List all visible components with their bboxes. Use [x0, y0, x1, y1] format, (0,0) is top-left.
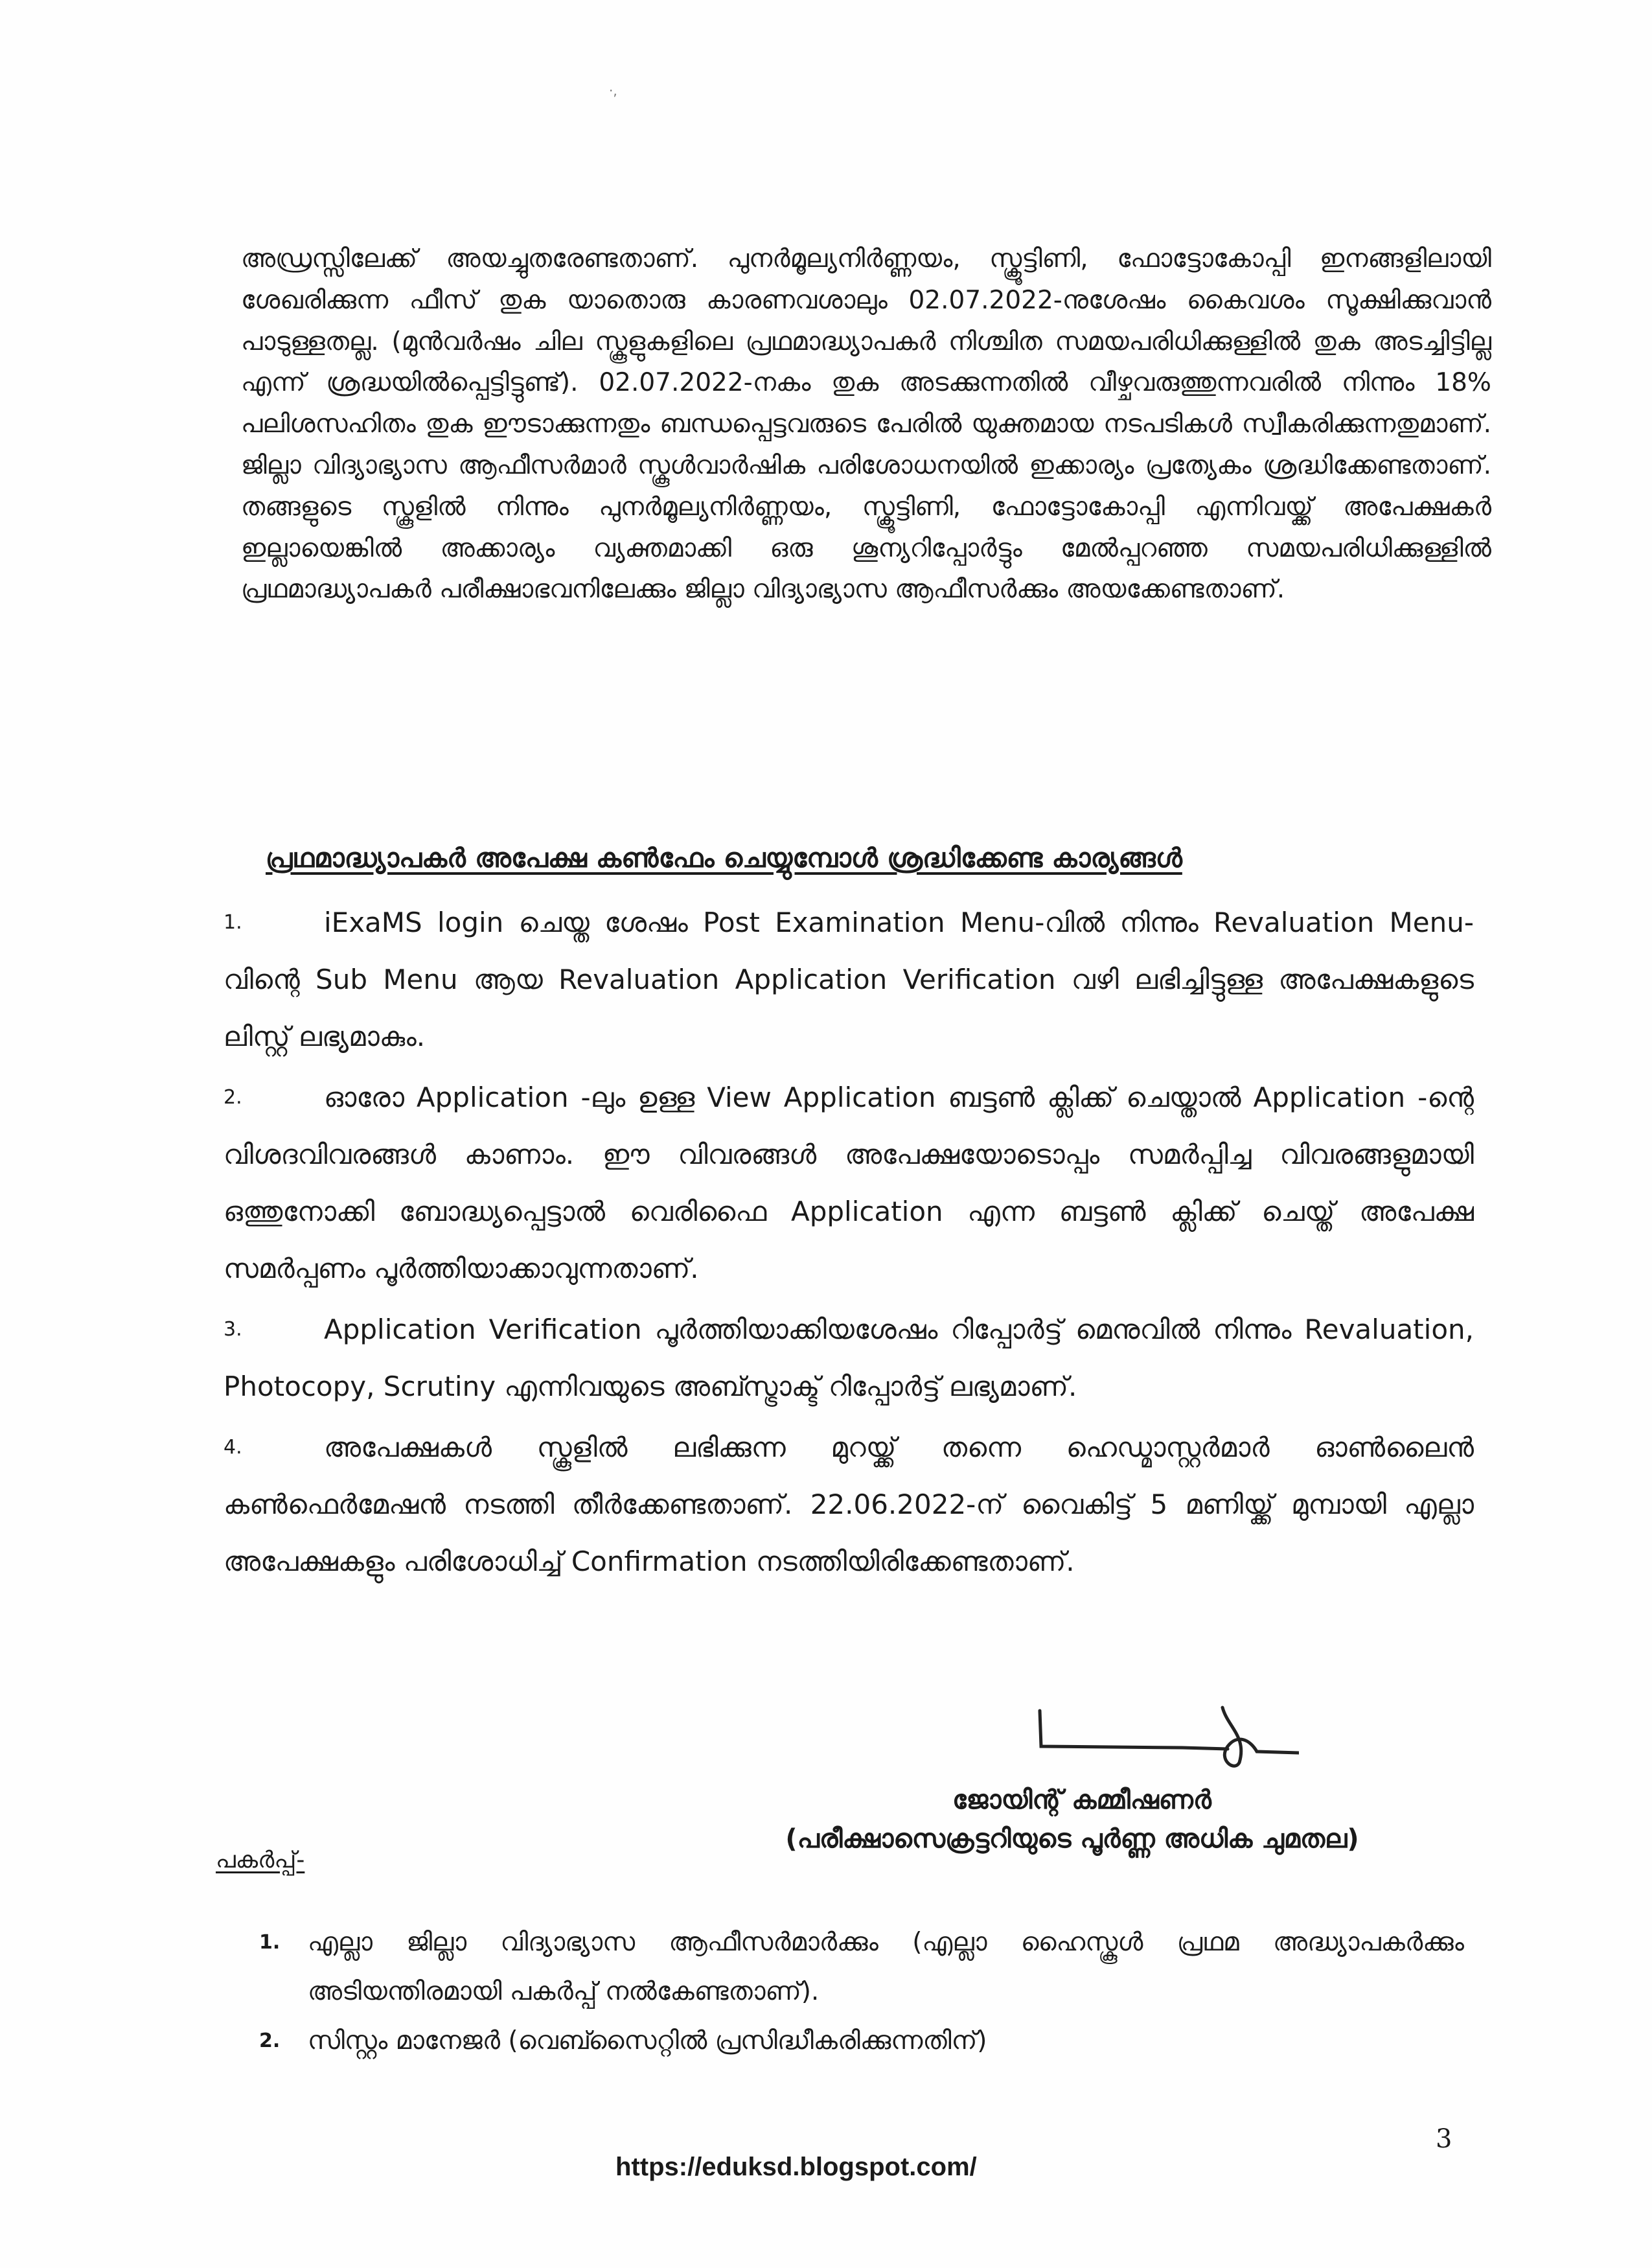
item-text: ഓരോ Application -ലും ഉള്ള View Application ബട്ടൺ ക്ലിക്ക് ചെയ്താൽ Application -ന്റെ വിശദവിവരങ്ങൾ കാണാം. ഈ വിവരങ്ങൾ അപേക്ഷയോടൊപ്പം സമർപ്പിച്ച വിവരങ്ങളുമായി ഒത്തുനോക്കി ബോദ്ധ്യപ്പെട്ടാൽ വെരിഫൈ Application എന്ന ബട്ടൺ ക്ലിക്ക് ചെയ്ത് അപേക്ഷ സമർപ്പണം പൂർത്തിയാക്കാവുന്നതാണ്.	[224, 1082, 1474, 1284]
copy-label: പകർപ്പ്-	[216, 1847, 305, 1873]
copy-number: 1.	[259, 1931, 281, 1954]
item-number: 4.	[224, 1436, 242, 1459]
item-number: 3.	[224, 1318, 242, 1341]
item-text: അപേക്ഷകൾ സ്കൂളിൽ ലഭിക്കുന്ന മുറയ്ക്ക് തന്നെ ഹെഡ്മാസ്റ്റർമാർ ഓൺലൈൻ കൺഫെർമേഷൻ നടത്തി തീർക്കേണ്ടതാണ്. 22.06.2022-ന് വൈകിട്ട് 5 മണിയ്ക്ക് മുമ്പായി എല്ലാ അപേക്ഷകളും പരിശോധിച്ച് Confirmation നടത്തിയിരിക്കേണ്ടതാണ്.	[224, 1431, 1474, 1577]
list-item	[259, 1918, 1464, 2017]
item-number: 1.	[224, 911, 242, 934]
item-number: 2.	[224, 1086, 242, 1109]
signatory-title: ജോയിന്റ് കമ്മീഷണർ	[952, 1785, 1211, 1815]
item-text: Application Verification പൂർത്തിയാക്കിയശേഷം റിപ്പോർട്ട് മെനുവിൽ നിന്നും Revaluation, Photocopy, Scrutiny എന്നിവയുടെ അബ്സ്ട്രാക്ട് റിപ്പോർട്ട് ലഭ്യമാണ്.	[224, 1313, 1474, 1402]
handwritten-signature	[1033, 1701, 1299, 1772]
scan-mark: ·,	[609, 83, 617, 98]
list-item	[224, 1069, 1474, 1297]
section-heading: പ്രഥമാദ്ധ്യാപകർ അപേക്ഷ കൺഫേം ചെയ്യുമ്പോൾ ശ്രദ്ധിക്കേണ്ട കാര്യങ്ങൾ	[266, 842, 1182, 874]
list-item	[224, 1301, 1474, 1415]
copy-number: 2.	[259, 2030, 281, 2052]
copy-text: എല്ലാ ജില്ലാ വിദ്യാഭ്യാസ ആഫീസർമാർക്കും (എല്ലാ ഹൈസ്കൂൾ പ്രഥമ അദ്ധ്യാപകർക്കും അടിയന്തിരമായി പകർപ്പ് നൽകേണ്ടതാണ്).	[308, 1928, 1464, 2006]
signatory-subtitle: (പരീക്ഷാസെക്രട്ടറിയുടെ പൂർണ്ണ അധിക ചുമതല)	[785, 1824, 1359, 1854]
list-item	[224, 1419, 1474, 1590]
copy-text: സിസ്റ്റം മാനേജർ (വെബ്സൈറ്റിൽ പ്രസിദ്ധീകരിക്കുന്നതിന്)	[308, 2026, 987, 2055]
list-item	[224, 894, 1474, 1065]
footer-url: https://eduksd.blogspot.com/	[615, 2153, 977, 2181]
page-number: 3	[1436, 2124, 1452, 2154]
item-text: iExaMS login ചെയ്ത ശേഷം Post Examination Menu-വിൽ നിന്നും Revaluation Menu-വിന്റെ Sub Menu ആയ Revaluation Application Verification വഴി ലഭിച്ചിട്ടുള്ള അപേക്ഷകളുടെ ലിസ്റ്റ് ലഭ്യമാകും.	[224, 907, 1474, 1052]
intro-paragraph: അഡ്രസ്സിലേക്ക് അയച്ചുതരേണ്ടതാണ്. പുനർമൂല്യനിർണ്ണയം, സ്ക്രൂട്ടിണി, ഫോട്ടോകോപ്പി ഇനങ്ങളിലായി ശേഖരിക്കുന്ന ഫീസ് തുക യാതൊരു കാരണവശാലും 02.07.2022-നുശേഷം കൈവശം സൂക്ഷിക്കുവാൻ പാടുള്ളതല്ല. (മുൻവർഷം ചില സ്കൂളുകളിലെ പ്രഥമാദ്ധ്യാപകർ നിശ്ചിത സമയപരിധിക്കുള്ളിൽ തുക അടച്ചിട്ടില്ല എന്ന് ശ്രദ്ധയിൽപ്പെട്ടിട്ടുണ്ട്). 02.07.2022-നകം തുക അടക്കുന്നതിൽ വീഴ്ചവരുത്തുന്നവരിൽ നിന്നും 18% പലിശസഹിതം തുക ഈടാക്കുന്നതും ബന്ധപ്പെട്ടവരുടെ പേരിൽ യുക്തമായ നടപടികൾ സ്വീകരിക്കുന്നതുമാണ്. ജില്ലാ വിദ്യാഭ്യാസ ആഫീസർമാർ സ്കൂൾവാർഷിക പരിശോധനയിൽ ഇക്കാര്യം പ്രത്യേകം ശ്രദ്ധിക്കേണ്ടതാണ്. തങ്ങളുടെ സ്കൂളിൽ നിന്നും പുനർമൂല്യനിർണ്ണയം, സ്ക്രൂട്ടിണി, ഫോട്ടോകോപ്പി എന്നിവയ്ക്ക് അപേക്ഷകർ ഇല്ലായെങ്കിൽ അക്കാര്യം വ്യക്തമാക്കി ഒരു ശൂന്യറിപ്പോർട്ടും മേൽപ്പറഞ്ഞ സമയപരിധിക്കുള്ളിൽ പ്രഥമാദ്ധ്യാപകർ പരീക്ഷാഭവനിലേക്കും ജില്ലാ വിദ്യാഭ്യാസ ആഫീസർക്കും അയക്കേണ്ടതാണ്.	[241, 244, 1491, 605]
instruction-list	[224, 894, 1474, 1594]
copy-list	[259, 1918, 1464, 2066]
list-item	[259, 2017, 1464, 2066]
